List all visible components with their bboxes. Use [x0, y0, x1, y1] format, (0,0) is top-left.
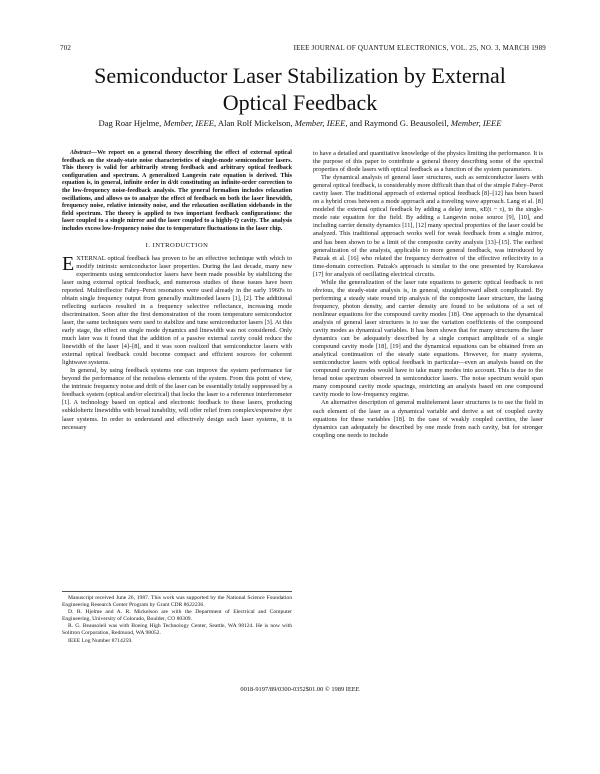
- author-1-name: Dag Roar Hjelme,: [98, 118, 162, 128]
- footnote-log-number: IEEE Log Number 8714259.: [68, 637, 133, 644]
- title-line-2: Optical Feedback: [222, 90, 378, 115]
- footnote-affiliation-2: R. G. Beausoleil was with Boeing High Technology Center, Seattle, WA 98124. He is now with Solitron Corporation, Redmond, WA 98052.: [62, 623, 292, 637]
- right-column: [313, 150, 543, 440]
- author-2-name: Alan Rolf Mickelson,: [217, 118, 293, 128]
- author-3-name: Raymond G. Beausoleil,: [364, 118, 449, 128]
- intro-paragraph-1-text: XTERNAL optical feedback has proven to be an effective technique with which to modify intrinsic semiconductor laser properties. During the last decade, many new experiments using semiconductor lasers have been made possible by stabilizing the laser using external optical feedback, and numerous studies of these issues have been reported. Multireflector Fabry–Perot resonators were used already in the early 1960's to obtain single frequency output from generally multimoded lasers [1], [2]. The additional reflecting surfaces resulted in a frequency selective reflectance, increasing mode discrimination. Soon after the first demonstration of the room temperature semiconductor laser, the same techniques were used to stabilize and tune semiconductor lasers [3]. At this early stage, the effect on single mode dynamics and linewidth was not considered. Only much later was it found that the addition of a passive external cavity could reduce the linewidth of the laser [4]–[8], and it was soon realized that semiconductor lasers with external optical feedback could become compact and efficient sources for coherent lightwave systems.: [62, 254, 292, 367]
- right-paragraph-3: While the generalization of the laser rate equations to generic optical feedback is not obvious, the steady-state analysis is, in general, straightforward albeit complicated. By performing a steady state round trip analysis of the composite laser structure, the lasing frequency, photon density, and carrier density are found to be solutions of a set of nonlinear equations for the compound cavity modes [18]. One approach to the dynamical analysis of general laser structures is to use the variation coefficients of the compound cavity modes as dynamical variables. It has been shown that for many structures the laser dynamics can be adequately described by a single compact amplitude of a single compound cavity mode [18], [19] and the dynamical equations can be obtained from an analytical continuation of the steady state equations. However, for many systems, semiconductor lasers with optical feedback in particular—even an analysis based on the compound cavity modes would have to take many modes into account. This is due to the broad noise spectrum observed in semiconductor lasers. The noise spectrum would span many compound cavity mode spacings, restricting an analysis based on one compound cavity mode to low-frequency regime.: [313, 278, 543, 399]
- intro-paragraph-1: [62, 252, 292, 368]
- author-3-role: Member, IEEE: [450, 118, 502, 128]
- abstract-text: We report on a general theory describing the effect of external optical feedback on the steady-state noise characteristics of single-mode semiconductor lasers. This theory is valid for arbitrarily strong feedback and arbitrary optical feedback configuration and spectrum. A generalized Langevin rate equation is derived. This equation is, in general, infinite order in d/dt constituting an infinite-order correction to the low-frequency noise-feedback analysis. The general formalism includes relaxation oscillations, and allows us to analyze the effect of feedback on both the laser linewidth, frequency noise, relative intensity noise, and the relaxation oscillation sidebands in the field spectrum. The theory is applied to two important feedback configurations: the laser coupled to a single mirror and the laser coupled to a highly-Q cavity. The analysis includes excess low-frequency noise due to temperature fluctuations in the laser chip.: [62, 150, 292, 232]
- author-line: [0, 118, 600, 128]
- abstract-label: Abstract—: [70, 150, 98, 156]
- paper-title: [0, 62, 600, 116]
- footnote-manuscript: Manuscript received June 26, 1987. This work was supported by the National Science Foundation Engineering Research Center Program by Grant CDR 8622236.: [62, 595, 292, 609]
- right-paragraph-2: The dynamical analysis of general laser structures, such as semiconductor lasers with general optical feedback, is considerably more difficult than that of the simple Fabry–Perot cavity laser. The traditional approach of external optical feedback [8]–[12] has been based on a hybrid cross between a mode approach and a traveling wave approach. Lang et al. [8] modeled the external optical feedback by adding a delay term, κE(t − τ), to the single-mode rate equation for the field. By adding a Langevin noise source [9], [10], and including carrier density dynamics [11], [12] many spectral properties of the laser could be analyzed. This traditional approach works well for weak feedback from a single mirror, and has been shown to be a limit of the composite cavity analysis [13]–[15]. The earliest generalization of the analysis, applicable to more general feedback, was introduced by Patzak et al. [16] who related the frequency derivative of the effective reflectivity to a time-domain correction. Patzak's approach is similar to the one presented by Kurokawa [17] for analysis of oscillating electrical circuits.: [313, 174, 543, 278]
- left-column: [62, 150, 292, 432]
- page-number: 702: [60, 44, 72, 52]
- footnote-affiliation-1: D. R. Hjelme and A. R. Mickelson are with the Department of Electrical and Computer Engineering, University of Colorado, Boulder, CO 80309.: [62, 609, 292, 623]
- footnote: [62, 591, 292, 645]
- intro-paragraph-2: In general, by using feedback systems one can improve the system performance far beyond the performance of the noiseless elements of the system. From this point of view, the intrinsic frequency noise and drift of the laser can be essentially totally suppressed by a feedback system (optical and/or electrical) that locks the laser to a reference interferometer [1]. A technology based on optical and electronic feedback to these lasers, producing subkilohertz linewidths with broad tunability, will offer relief from complex/expensive dye laser systems. In order to understand and effectively design such laser systems, it is necessary: [62, 367, 292, 431]
- author-2-role: Member, IEEE,: [294, 118, 348, 128]
- drop-cap: E: [62, 252, 75, 275]
- title-line-1: Semiconductor Laser Stabilization by External: [94, 63, 506, 88]
- right-paragraph-1: to have a detailed and quantitative knowledge of the physics limiting the performance. It is the purpose of this paper to contribute a general theory describing some of the spectral properties of diode lasers with optical feedback as a function of the system parameters.: [313, 150, 543, 174]
- journal-header: IEEE JOURNAL OF QUANTUM ELECTRONICS, VOL. 25, NO. 3, MARCH 1989: [293, 44, 546, 52]
- section-heading-introduction: I. INTRODUCTION: [145, 241, 209, 249]
- copyright-footer: 0018-9197/89/0300-0352$01.00 © 1989 IEEE: [240, 686, 360, 693]
- right-paragraph-4: An alternative description of general multielement laser structures is to use the field in each element of the laser as a dynamical variable and derive a set of coupled cavity equations for these variables [18]. In the case of weakly coupled cavities, the laser dynamics can adequately be described by one mode from each cavity, but for stronger coupling one needs to include: [313, 399, 543, 439]
- author-1-role: Member, IEEE,: [163, 118, 217, 128]
- abstract: [62, 150, 292, 234]
- author-and: and: [349, 118, 363, 128]
